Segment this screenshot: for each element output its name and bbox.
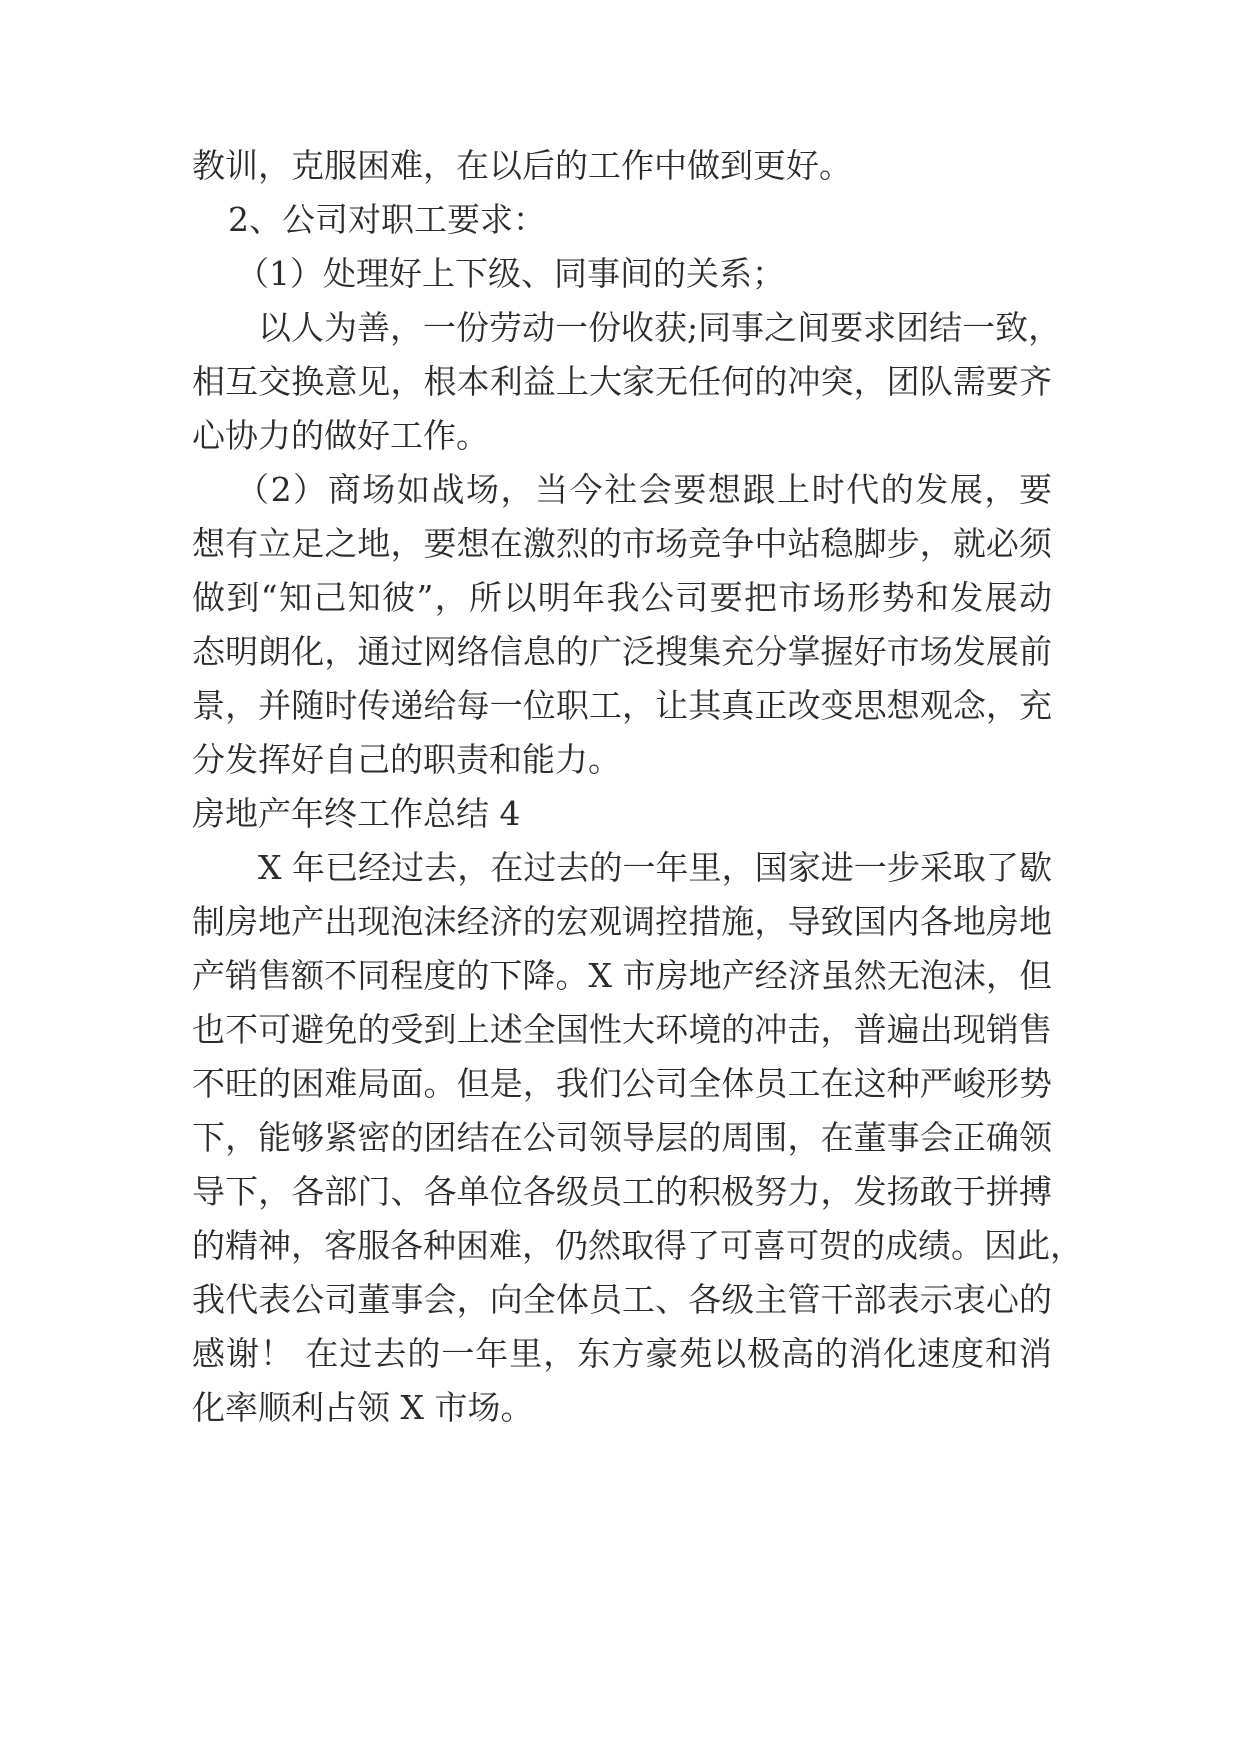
- paragraph-line: 教训，克服困难，在以后的工作中做到更好。: [192, 146, 852, 185]
- paragraph-line: 也不可避免的受到上述全国性大环境的冲击，普遍出现销售: [192, 1010, 1052, 1049]
- paragraph-line: 相互交换意见，根本利益上大家无任何的冲突，团队需要齐: [192, 362, 1052, 401]
- paragraph-line: 下，能够紧密的团结在公司领导层的周围，在董事会正确领: [192, 1118, 1052, 1157]
- paragraph-line: 不旺的困难局面。但是，我们公司全体员工在这种严峻形势: [192, 1064, 1052, 1103]
- paragraph-line: 化率顺利占领 X 市场。: [192, 1388, 534, 1427]
- paragraph-line: 制房地产出现泡沫经济的宏观调控措施，导致国内各地房地: [192, 902, 1052, 941]
- paragraph-line: 做到“知己知彼”，所以明年我公司要把市场形势和发展动: [192, 578, 1052, 617]
- paragraph-line: X 年已经过去，在过去的一年里，国家进一步采取了歇: [258, 848, 1052, 887]
- paragraph-line: 产销售额不同程度的下降。X 市房地产经济虽然无泡沫，但: [192, 956, 1052, 995]
- paragraph-line: 我代表公司董事会，向全体员工、各级主管干部表示衷心的: [192, 1280, 1052, 1319]
- paragraph-line: 景，并随时传递给每一位职工，让其真正改变思想观念，充: [192, 686, 1052, 725]
- paragraph-line: （2）商场如战场，当今社会要想跟上时代的发展，要: [236, 470, 1052, 509]
- paragraph-line: 的精神，客服各种困难，仍然取得了可喜可贺的成绩。因此，: [192, 1226, 1083, 1265]
- paragraph-line: 心协力的做好工作。: [192, 416, 489, 455]
- paragraph-line: 感谢！ 在过去的一年里，东方豪苑以极高的消化速度和消: [192, 1334, 1052, 1373]
- paragraph-line: 态明朗化，通过网络信息的广泛搜集充分掌握好市场发展前: [192, 632, 1052, 671]
- document-heading: 房地产年终工作总结 4: [192, 794, 521, 833]
- paragraph-line: 分发挥好自己的职责和能力。: [192, 740, 621, 779]
- paragraph-line: 想有立足之地，要想在激烈的市场竞争中站稳脚步，就必须: [192, 524, 1052, 563]
- section-heading: 2、公司对职工要求：: [228, 200, 546, 239]
- subsection-heading: （1）处理好上下级、同事间的关系；: [236, 254, 785, 293]
- paragraph-line: 导下，各部门、各单位各级员工的积极努力，发扬敢于拼搏: [192, 1172, 1052, 1211]
- paragraph-line: 以人为善，一份劳动一份收获;同事之间要求团结一致，: [258, 308, 1062, 347]
